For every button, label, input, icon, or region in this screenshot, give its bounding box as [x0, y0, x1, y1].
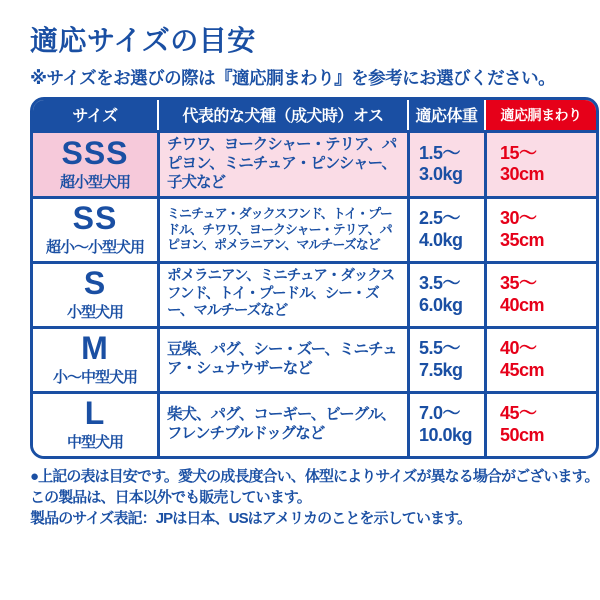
- weight-cell: 2.5～ 4.0kg: [407, 196, 484, 261]
- size-code: M: [81, 330, 109, 367]
- waist-cell: 45～ 50cm: [484, 391, 596, 456]
- weight-cell: 5.5～ 7.5kg: [407, 326, 484, 391]
- weight-cell: 1.5～ 3.0kg: [407, 130, 484, 196]
- breeds-cell: ミニチュア・ダックスフンド、トイ・プードル、チワワ、ヨークシャー・テリア、パピヨン、ポメラニアン、マルチーズなど: [157, 196, 407, 261]
- page-subtitle: ※サイズをお選びの際は『適応胴まわり』を参考にお選びください。: [30, 67, 556, 88]
- column-header-weight: 適応体重: [407, 100, 484, 130]
- size-code: L: [84, 395, 106, 432]
- size-table: [30, 97, 599, 459]
- breeds-cell: チワワ、ヨークシャー・テリア、パピヨン、ミニチュア・ピンシャー、子犬など: [157, 130, 407, 196]
- weight-cell: 3.5～ 6.0kg: [407, 261, 484, 326]
- footnote-line-2: この製品は、日本以外でも販売しています。: [30, 488, 311, 506]
- waist-cell: 30～ 35cm: [484, 196, 596, 261]
- size-type: 超小型犬用: [59, 173, 130, 191]
- size-code: SSS: [61, 134, 129, 171]
- size-type: 中型犬用: [66, 434, 123, 452]
- size-cell: [33, 326, 157, 391]
- footnotes: [30, 466, 600, 530]
- waist-cell: 40～ 45cm: [484, 326, 596, 391]
- size-type: 小～中型犬用: [52, 369, 137, 387]
- size-type: 超小～小型犬用: [45, 239, 144, 257]
- weight-cell: 7.0～ 10.0kg: [407, 391, 484, 456]
- size-cell: [33, 130, 157, 196]
- column-header-breeds: 代表的な犬種（成犬時）オス: [157, 100, 407, 130]
- page-title: 適応サイズの目安: [30, 25, 256, 56]
- breeds-cell: ポメラニアン、ミニチュア・ダックスフンド、トイ・プードル、シー・ズー、マルチーズなど: [157, 261, 407, 326]
- column-header-waist: 適応胴まわり: [484, 100, 596, 130]
- size-type: 小型犬用: [66, 304, 123, 322]
- breeds-cell: 柴犬、パグ、コーギー、ビーグル、フレンチブルドッグなど: [157, 391, 407, 456]
- size-cell: [33, 196, 157, 261]
- size-cell: [33, 391, 157, 456]
- column-header-size: サイズ: [33, 100, 157, 130]
- size-code: S: [83, 265, 107, 302]
- size-code: SS: [72, 200, 118, 237]
- footnote-line-3: 製品のサイズ表記：JPは日本、USはアメリカのことを示しています。: [30, 510, 472, 528]
- size-cell: [33, 261, 157, 326]
- footnote-line-1: ●上記の表は目安です。愛犬の成長度合い、体型によりサイズが異なる場合がございます。: [30, 467, 599, 485]
- waist-cell: 35～ 40cm: [484, 261, 596, 326]
- waist-cell: 15～ 30cm: [484, 130, 596, 196]
- breeds-cell: 豆柴、パグ、シー・ズー、ミニチュア・シュナウザーなど: [157, 326, 407, 391]
